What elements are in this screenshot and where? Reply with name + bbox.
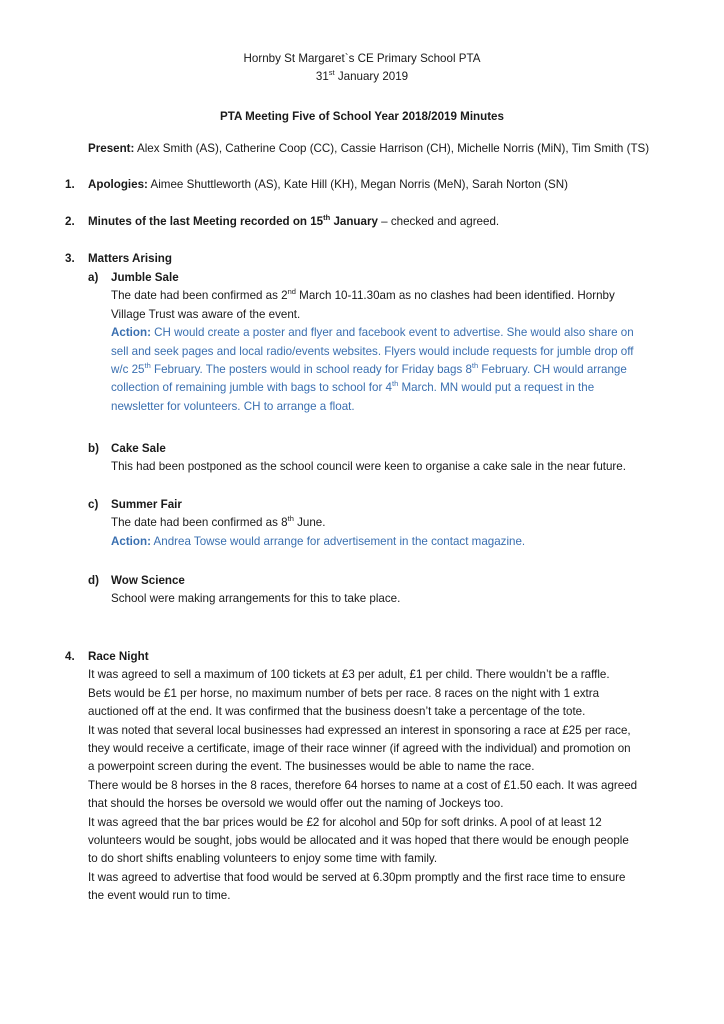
race-night-line: There would be 8 horses in the 8 races, therefore 64 horses to name at a cost of £1.50 each. It was agreed — [88, 778, 638, 792]
race-night-line: It was agreed to advertise that food would be served at 6.30pm promptly and the first race time to ensure — [88, 870, 626, 884]
race-night-text — [88, 666, 685, 905]
meeting-date: 31st January 2019 — [315, 68, 409, 83]
summer-fair-title: Summer Fair — [111, 498, 182, 511]
jumble-sale-text: The date had been confirmed as 2nd March 10-11.30am as no clashes had been identified. Hornby Village Trust was aware of the event. — [111, 287, 615, 321]
summer-fair-item — [88, 496, 688, 551]
item-letter: d) — [88, 574, 99, 587]
race-night-line: a powerpoint screen during the event. The businesses would be able to name the race. — [88, 760, 535, 774]
wow-science-item — [88, 572, 688, 609]
school-name: Hornby St Margaret`s CE Primary School PTA — [243, 52, 481, 65]
race-night-line: auctioned off at the end. It was confirmed that the business doesn’t take a percentage of the tote. — [88, 705, 586, 719]
jumble-sale-item — [88, 269, 688, 416]
matters-section — [65, 250, 685, 268]
race-night-line: the event would run to time. — [88, 889, 231, 903]
summer-fair-text: The date had been confirmed as 8th June. — [111, 514, 326, 530]
apologies-names: Aimee Shuttleworth (AS), Kate Hill (KH), Megan Norris (MeN), Sarah Norton (SN) — [150, 178, 568, 191]
wow-science-text: School were making arrangements for this to take place. — [111, 592, 401, 606]
present-names: Alex Smith (AS), Catherine Coop (CC), Cassie Harrison (CH), Michelle Norris (MiN), Tim Smith (TS) — [137, 142, 650, 155]
race-night-line: It was agreed that the bar prices would be £2 for alcohol and 50p for soft drinks. A pool of at least 12 — [88, 815, 602, 829]
present-line — [88, 140, 708, 158]
cake-sale-text: This had been postponed as the school council were keen to organise a cake sale in the near future. — [111, 460, 626, 474]
section-number: 2. — [65, 215, 75, 228]
minutes-label: Minutes of the last Meeting recorded on 15th January — [88, 213, 378, 228]
jumble-sale-title: Jumble Sale — [111, 271, 179, 284]
action-label: Action: — [111, 326, 151, 340]
race-night-line: Bets would be £1 per horse, no maximum number of bets per race. 8 races on the night with 1 extra — [88, 686, 600, 700]
item-letter: a) — [88, 271, 99, 284]
wow-science-title: Wow Science — [111, 574, 185, 587]
document-header — [0, 50, 724, 86]
apologies-label: Apologies: — [88, 178, 148, 191]
race-night-line: It was noted that several local businesses had expressed an interest in sponsoring a race at £25 per race, — [88, 723, 631, 737]
race-night-title: Race Night — [88, 650, 149, 663]
minutes-section — [65, 213, 685, 231]
meeting-title: PTA Meeting Five of School Year 2018/2019 Minutes — [220, 110, 504, 123]
race-night-line: It was agreed to sell a maximum of 100 tickets at £3 per adult, £1 per child. There wouldn’t be a raffle. — [88, 668, 610, 682]
section-number: 4. — [65, 650, 75, 663]
matters-label: Matters Arising — [88, 252, 172, 265]
item-letter: b) — [88, 442, 99, 455]
jumble-sale-action: Action: CH would create a poster and flyer and facebook event to advertise. She would also share on sell and seek pages and local radio/events websites. Flyers would include requests for jumble drop off w/c 25th February. The posters would in school ready for Friday bags 8th February. CH would arrange collection of remaining jumble with bags to school for 4th March. MN would put a request in the newsletter for volunteers. CH to arrange a float. — [111, 326, 634, 413]
race-night-line: that should the horses be oversold we would offer out the naming of Jockeys too. — [88, 797, 504, 811]
section-number: 1. — [65, 178, 75, 191]
race-night-section — [65, 648, 685, 906]
cake-sale-item — [88, 440, 688, 477]
race-night-line: volunteers would be sought, jobs would be allocated and it was hoped that there would be enough people — [88, 834, 629, 848]
action-label: Action: — [111, 534, 151, 548]
minutes-rest: – checked and agreed. — [377, 215, 500, 228]
race-night-line: they would receive a certificate, image of their race winner (if agreed with the individual) and promotion on — [88, 742, 631, 756]
apologies-section — [65, 176, 685, 194]
present-label: Present: — [88, 142, 135, 155]
section-number: 3. — [65, 252, 75, 265]
item-letter: c) — [88, 498, 99, 511]
cake-sale-title: Cake Sale — [111, 442, 166, 455]
race-night-line: to do short shifts enabling volunteers to enjoy some time with family. — [88, 852, 438, 866]
summer-fair-action: Action: Andrea Towse would arrange for advertisement in the contact magazine. — [111, 534, 526, 548]
